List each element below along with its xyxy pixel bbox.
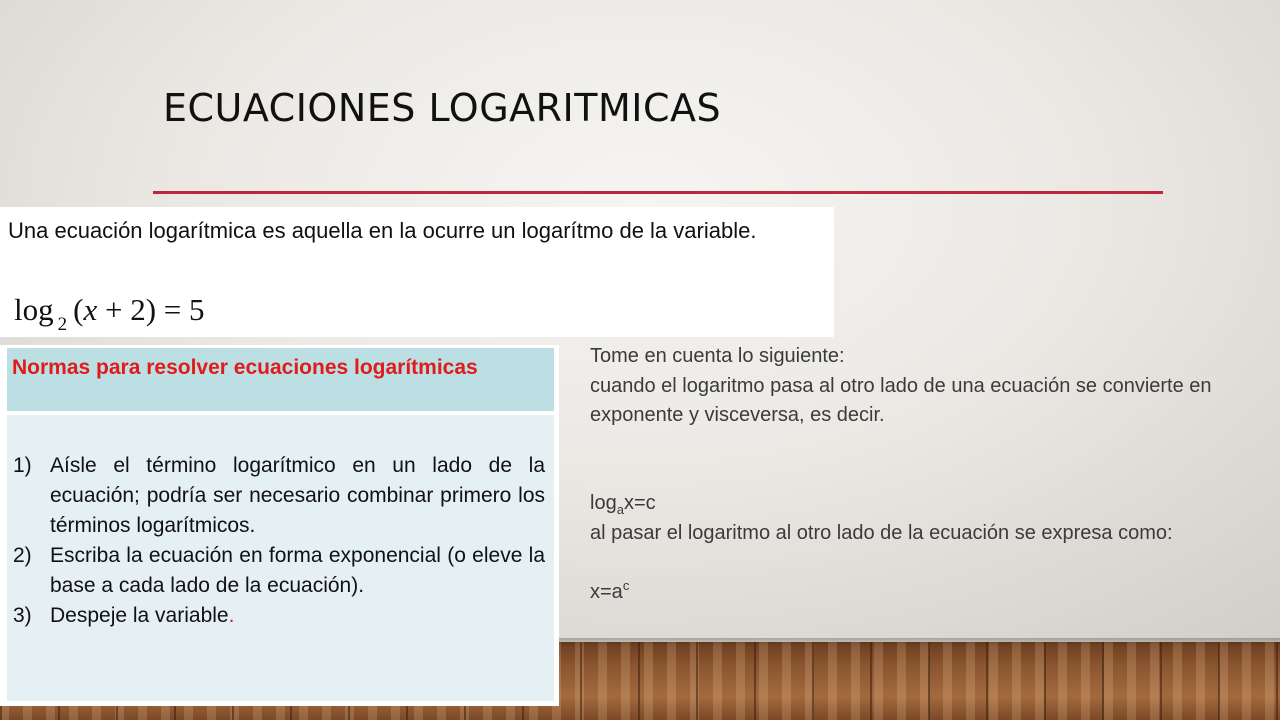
rule-number: 2) <box>13 544 32 567</box>
rule-item <box>13 451 545 541</box>
rules-body <box>7 415 554 701</box>
rule-number: 1) <box>13 454 32 477</box>
spacer <box>590 549 1250 578</box>
eq-log: log <box>14 292 54 327</box>
rule-text: Aísle el término logarítmico en un lado de la ecuación; podría ser necesario combinar primero los términos logarítmicos. <box>50 454 545 537</box>
eq-rest: + 2) = 5 <box>97 292 205 327</box>
formula-log-post: x=c <box>623 491 656 514</box>
rule-text: Escriba la ecuación en forma exponencial (o eleve la base a cada lado de la ecuación). <box>50 544 545 597</box>
rule-item <box>13 541 545 601</box>
formula-exp-pre: x=a <box>590 580 623 603</box>
note-conversion: al pasar el logaritmo al otro lado de la ecuación se expresa como: <box>590 522 1173 544</box>
definition-text: Una ecuación logarítmica es aquella en la ocurre un logarítmo de la variable. <box>8 218 757 243</box>
rule-number: 3) <box>13 604 32 627</box>
rules-header <box>7 348 554 413</box>
formula-exp-power: c <box>622 577 630 593</box>
slide-title: ECUACIONES LOGARITMICAS <box>163 86 722 130</box>
note-intro: Tome en cuenta lo siguiente: <box>590 345 845 367</box>
side-notes <box>590 342 1250 608</box>
definition-box <box>0 207 834 337</box>
example-equation <box>14 292 205 335</box>
rules-list <box>13 451 545 631</box>
note-explanation: cuando el logaritmo pasa al otro lado de una ecuación se convierte en exponente y visceversa, es decir. <box>590 374 1212 426</box>
rule-text <box>50 601 545 631</box>
formula-log-pre: log <box>590 491 617 514</box>
rule-text-main: Despeje la variable <box>50 604 229 627</box>
eq-base: 2 <box>57 314 68 335</box>
spacer <box>590 431 1250 489</box>
rule-item <box>13 601 545 631</box>
eq-variable: x <box>83 292 98 327</box>
formula-log-base: a <box>616 501 624 517</box>
eq-open: ( <box>73 292 84 327</box>
rules-panel <box>0 345 559 706</box>
rules-title: Normas para resolver ecuaciones logarítmicas <box>12 356 478 379</box>
title-underline <box>153 191 1163 194</box>
formula-log <box>590 489 1250 520</box>
formula-exp <box>590 578 1250 609</box>
rule-text-period: . <box>228 604 235 627</box>
